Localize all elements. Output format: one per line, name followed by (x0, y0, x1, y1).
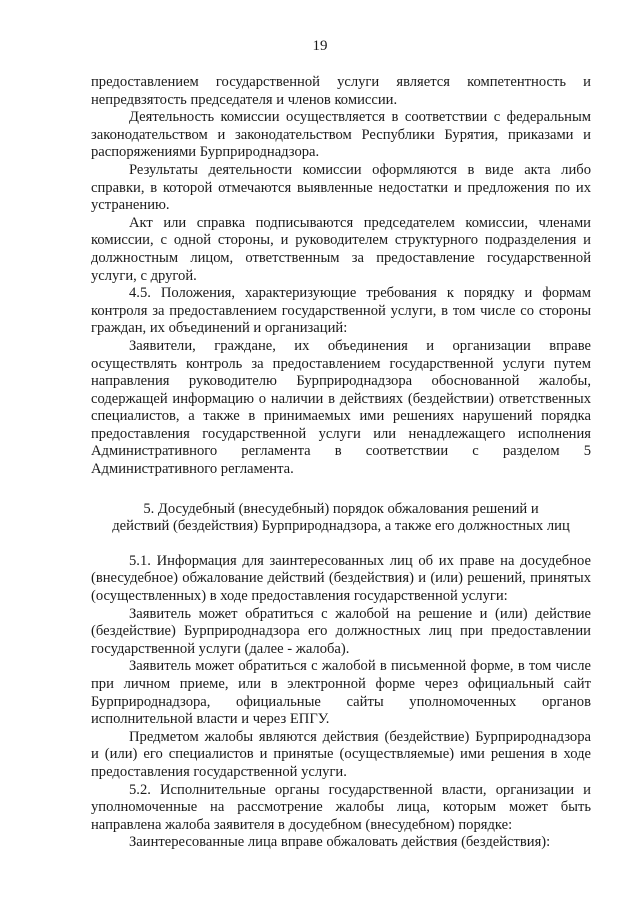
paragraph: Акт или справка подписываются председателем комиссии, членами комиссии, с одной стороны, и руководителем структурного подразделения и должностным лицом, ответственным за предоставление государственной услуги, с другой. (91, 214, 591, 284)
section-heading (91, 501, 591, 536)
page-number: 19 (312, 38, 328, 54)
paragraph: Заявитель может обратиться с жалобой в письменной форме, в том числе при личном приеме, или в электронной форме через официальный сайт Бурприроднадзора, официальные сайты уполномоченных органов исполнительной власти и через ЕПГУ. (91, 658, 591, 728)
section-heading-line-2: действий (бездействия) Бурприроднадзора, а также его должностных лиц (112, 518, 570, 535)
paragraph: Заявитель может обратиться с жалобой на решение и (или) действие (бездействие) Бурприроднадзора его должностных лиц при предоставлении государственной услуги (далее - жалоба). (91, 605, 591, 657)
paragraph: Заявители, граждане, их объединения и организации вправе осуществлять контроль за предоставлением государственной услуги путем направления руководителю Бурприроднадзора обоснованной жалобы, содержащей информацию о наличии в действиях (бездействии) ответственных специалистов, а также в принимаемых ими решениях нарушений порядка предоставления государственной услуги или ненадлежащего исполнения Административного регламента в соответствии с разделом 5 (91, 337, 591, 460)
paragraph: 4.5. Положения, характеризующие требования к порядку и формам контроля за предоставлением государственной услуги, в том числе со стороны граждан, их объединений и организаций: (91, 285, 591, 337)
paragraph: Деятельность комиссии осуществляется в соответствии с федеральным законодательством и законодательством Республики Бурятия, приказами и распоряжениями Бурприроднадзора. (91, 109, 591, 161)
paragraph: Результаты деятельности комиссии оформляются в виде акта либо справки, в которой отмечаются выявленные недостатки и предложения по их устранению. (91, 161, 591, 214)
paragraph: Предметом жалобы являются действия (бездействие) Бурприроднадзора и (или) его специалистов и принятые (осуществляемые) ими решения в ходе предоставления государственной услуги. (91, 728, 591, 780)
paragraph: 5.1. Информация для заинтересованных лиц об их праве на досудебное (внесудебное) обжалование действий (бездействия) и (или) решений, принятых (осуществленных) в ходе предоставления государственной услуги: (91, 552, 591, 605)
section-heading-line-1: 5. Досудебный (внесудебный) порядок обжалования решений и (143, 500, 539, 517)
document-body (91, 74, 591, 852)
paragraph: Заинтересованные лица вправе обжаловать действия (бездействия): (129, 834, 551, 851)
paragraph: 5.2. Исполнительные органы государственной власти, организации и уполномоченные на рассмотрение жалобы лица, которым может быть направлена жалоба заявителя в досудебном (внесудебном) порядке: (91, 781, 591, 833)
paragraph: предоставлением государственной услуги является компетентность и непредвзятость председателя и членов комиссии. (91, 74, 591, 108)
paragraph: Административного регламента. (91, 461, 294, 478)
